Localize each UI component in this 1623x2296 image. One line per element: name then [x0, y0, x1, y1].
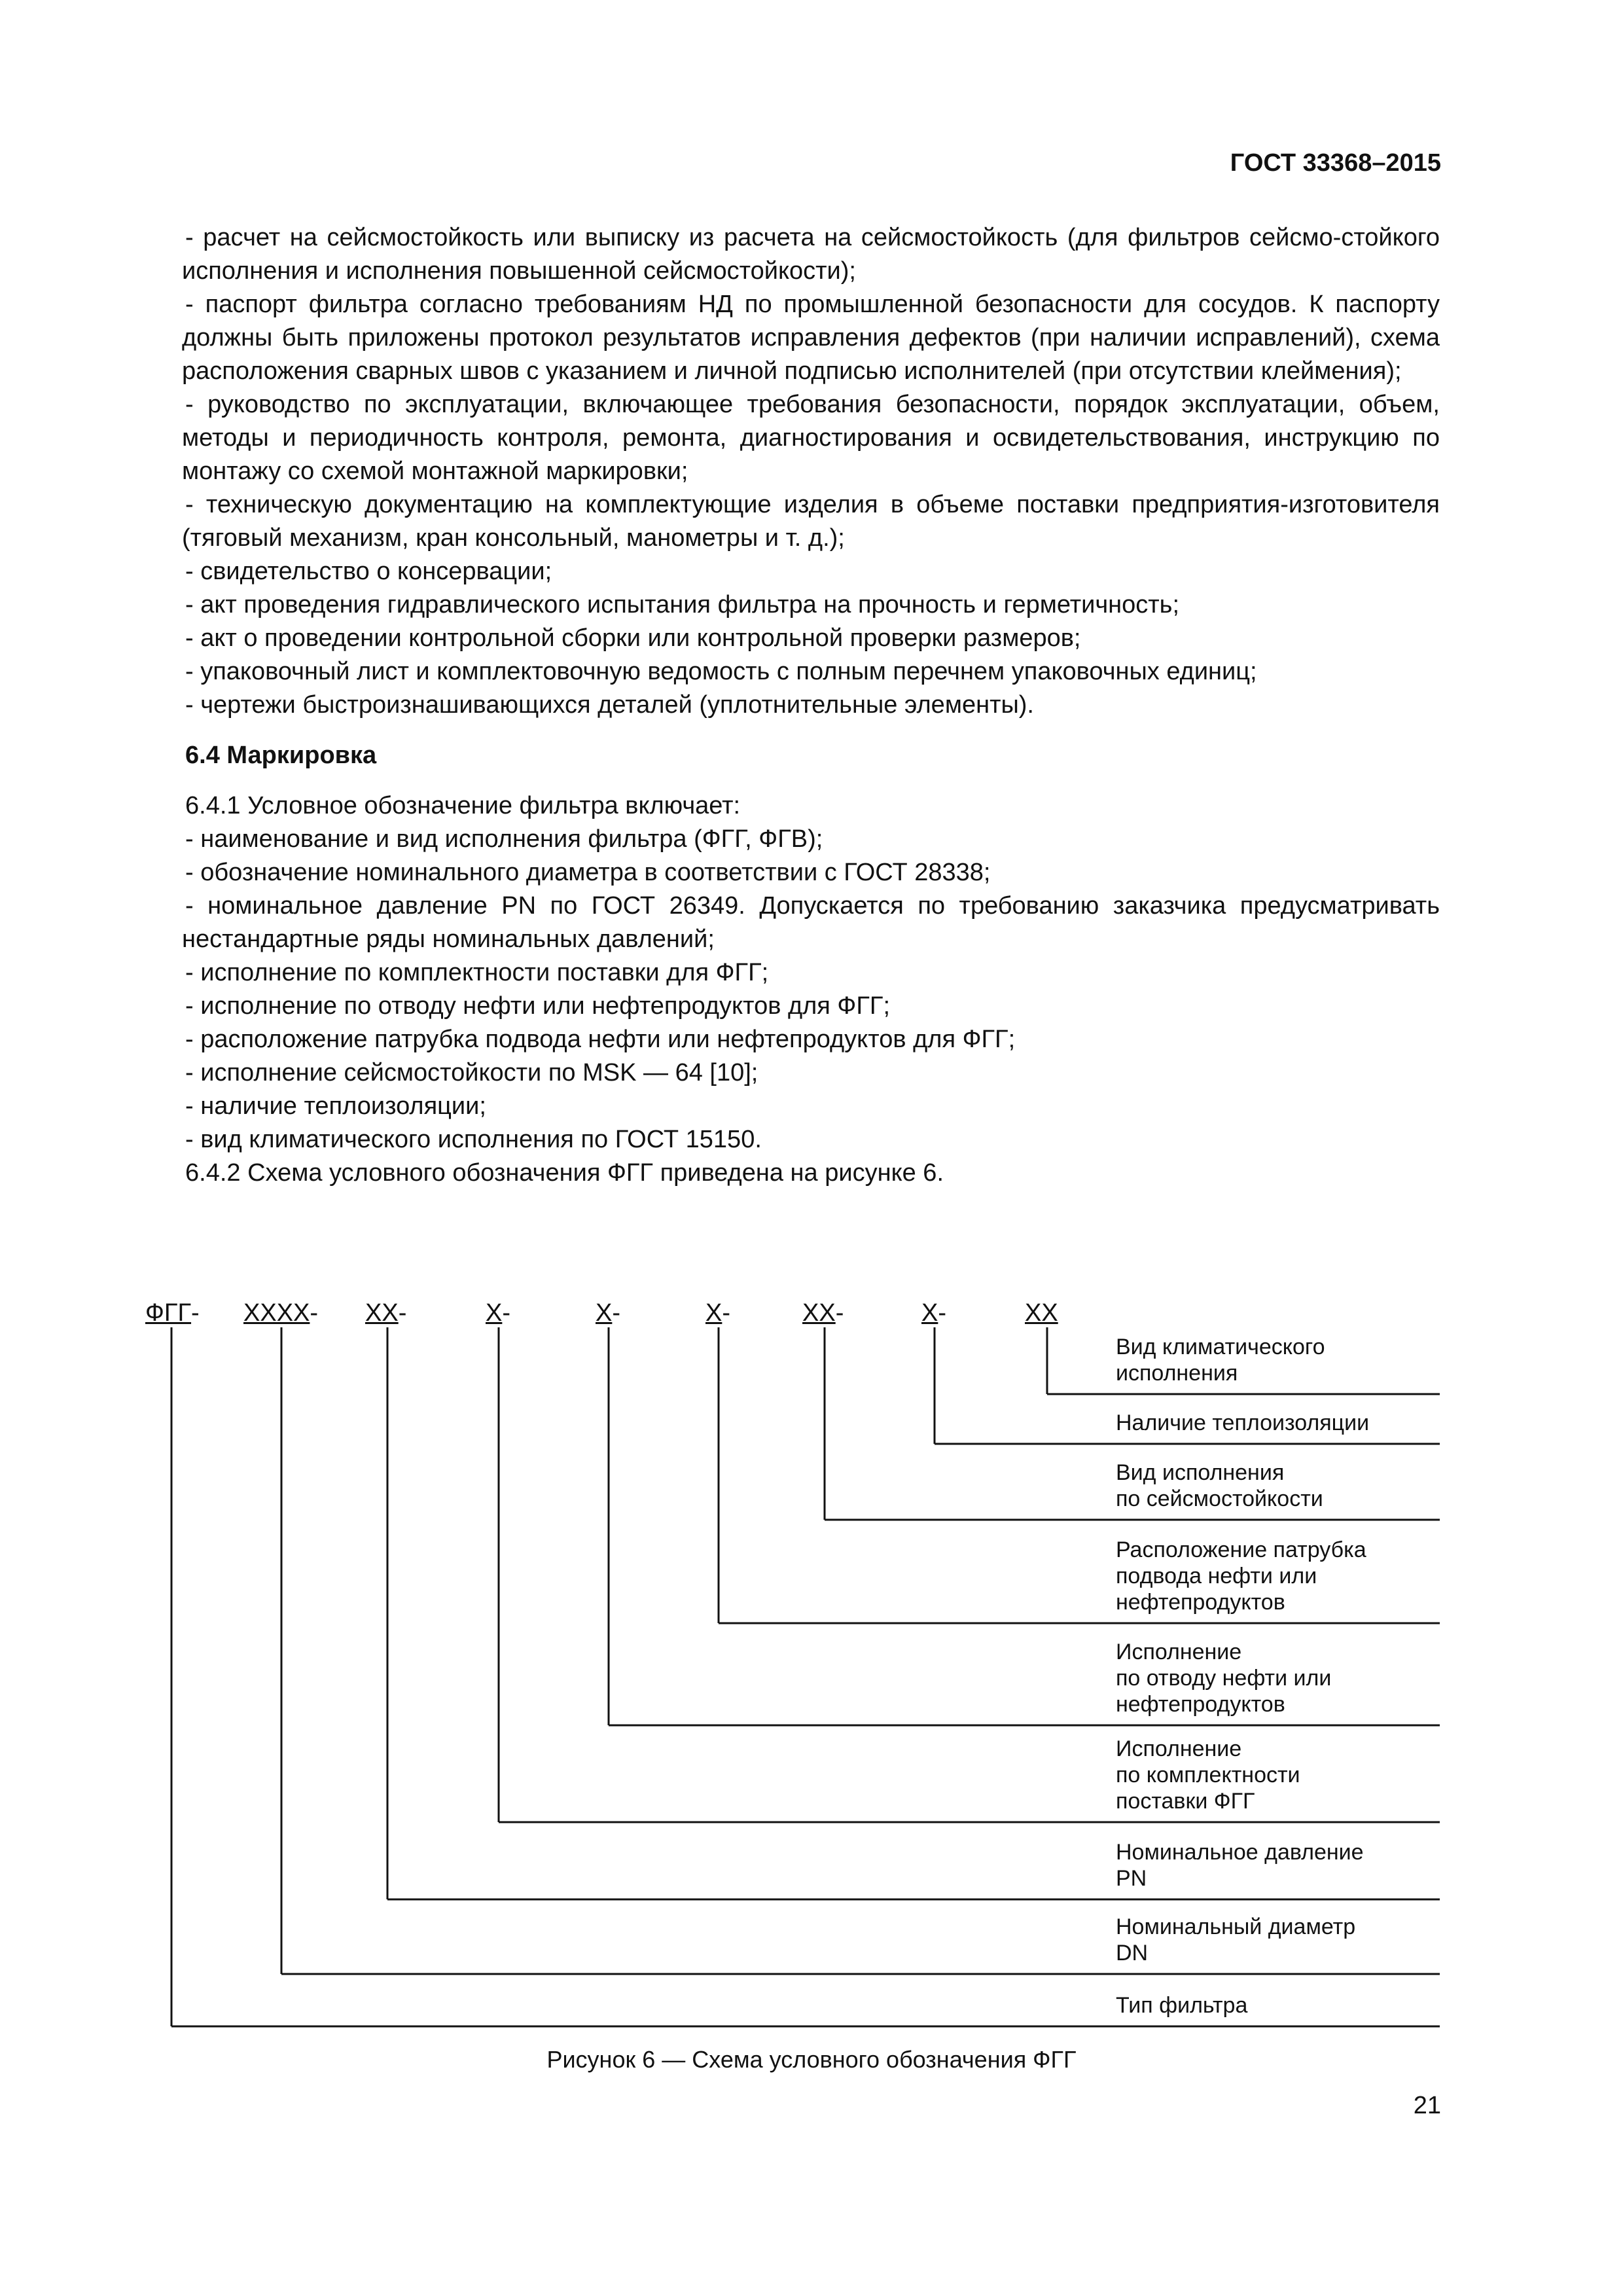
- designation-code: [243, 1299, 318, 1327]
- list-item: - обозначение номинального диаметра в соответствии с ГОСТ 28338;: [185, 859, 991, 886]
- code-text: X: [705, 1299, 722, 1327]
- label-line: Вид климатического: [1116, 1335, 1325, 1359]
- list-item: - упаковочный лист и комплектовочную ведомость с полным перечнем упаковочных единиц;: [185, 658, 1257, 685]
- list-item: - наличие теплоизоляции;: [185, 1092, 486, 1120]
- label-line: по комплектности: [1116, 1763, 1300, 1787]
- list-item: - наименование и вид исполнения фильтра (ФГГ, ФГВ);: [185, 825, 823, 853]
- list-item: - акт о проведении контрольной сборки или контрольной проверки размеров;: [185, 624, 1081, 652]
- designation-label: [1116, 1839, 1364, 1892]
- designation-code: [596, 1299, 620, 1327]
- designation-label: [1116, 1410, 1369, 1436]
- section-heading: 6.4 Маркировка: [185, 742, 377, 769]
- paragraph-6-4-1: 6.4.1 Условное обозначение фильтра включает:: [185, 792, 741, 819]
- label-line: PN: [1116, 1866, 1147, 1891]
- designation-label: [1116, 1736, 1300, 1814]
- code-separator: -: [722, 1299, 731, 1327]
- code-text: XX: [802, 1299, 836, 1327]
- figure-caption: Рисунок 6 — Схема условного обозначения ФГГ: [546, 2046, 1077, 2073]
- code-text: X: [921, 1299, 938, 1327]
- code-text: ФГГ: [145, 1299, 192, 1327]
- label-line: по отводу нефти или: [1116, 1666, 1332, 1691]
- designation-label: [1116, 1992, 1247, 2018]
- designation-diagram: [0, 1296, 1623, 2049]
- paragraph-6-4-2: 6.4.2 Схема условного обозначения ФГГ приведена на рисунке 6.: [185, 1159, 944, 1187]
- list-item: - номинальное давление PN по ГОСТ 26349. Допускается по требованию заказчика предусматривать нестандартные ряды номинальных давлений;: [182, 892, 1440, 953]
- code-separator: -: [938, 1299, 947, 1327]
- list-item: - исполнение по комплектности поставки для ФГГ;: [185, 959, 769, 986]
- label-line: Тип фильтра: [1116, 1993, 1248, 2018]
- list-item: - паспорт фильтра согласно требованиям НД по промышленной безопасности для сосудов. К паспорту должны быть приложены протокол результатов исправления дефектов (при наличии исправлений), схема расположения сварных швов с указанием и личной подписью исполнителей (при отсутствии клеймения);: [182, 291, 1440, 385]
- designation-code: [486, 1299, 510, 1327]
- label-line: исполнения: [1116, 1361, 1238, 1386]
- code-text: X: [486, 1299, 503, 1327]
- designation-label: [1116, 1639, 1331, 1717]
- list-item: - исполнение сейсмостойкости по MSK — 64 [10];: [185, 1059, 758, 1086]
- designation-code: [145, 1299, 200, 1327]
- code-text: XX: [365, 1299, 399, 1327]
- label-line: Номинальное давление: [1116, 1840, 1364, 1865]
- label-line: Исполнение: [1116, 1640, 1242, 1664]
- label-line: Исполнение: [1116, 1736, 1242, 1761]
- page-number: 21: [1413, 2092, 1441, 2119]
- code-separator: -: [310, 1299, 319, 1327]
- designation-code: [921, 1299, 946, 1327]
- designation-code: [1025, 1299, 1058, 1327]
- label-line: Наличие теплоизоляции: [1116, 1410, 1370, 1435]
- list-item: - акт проведения гидравлического испытания фильтра на прочность и герметичность;: [185, 591, 1180, 619]
- list-item: - руководство по эксплуатации, включающее требования безопасности, порядок эксплуатации, объем, методы и периодичность контроля, ремонта, диагностирования и освидетельствования, инструкцию по монтажу со схемой монтажной маркировки;: [182, 391, 1440, 485]
- list-item: - техническую документацию на комплектующие изделия в объеме поставки предприятия-изготовителя (тяговый механизм, кран консольный, манометры и т. д.);: [182, 491, 1440, 552]
- label-line: подвода нефти или: [1116, 1564, 1317, 1588]
- label-line: Расположение патрубка: [1116, 1537, 1366, 1562]
- label-line: DN: [1116, 1941, 1149, 1965]
- code-separator: -: [835, 1299, 844, 1327]
- code-text: X: [596, 1299, 613, 1327]
- code-separator: -: [191, 1299, 200, 1327]
- code-separator: -: [398, 1299, 407, 1327]
- label-line: по сейсмостойкости: [1116, 1486, 1323, 1511]
- designation-label: [1116, 1334, 1325, 1386]
- designation-label: [1116, 1460, 1323, 1512]
- designation-code: [365, 1299, 406, 1327]
- code-text: XXXX: [243, 1299, 310, 1327]
- list-item: - расположение патрубка подвода нефти или нефтепродуктов для ФГГ;: [185, 1026, 1016, 1053]
- designation-code: [705, 1299, 730, 1327]
- label-line: нефтепродуктов: [1116, 1692, 1285, 1717]
- label-line: Вид исполнения: [1116, 1460, 1285, 1485]
- label-line: Номинальный диаметр: [1116, 1914, 1356, 1939]
- code-separator: -: [502, 1299, 511, 1327]
- designation-label: [1116, 1914, 1355, 1966]
- code-separator: -: [612, 1299, 621, 1327]
- label-line: нефтепродуктов: [1116, 1590, 1285, 1615]
- list-item: - чертежи быстроизнашивающихся деталей (уплотнительные элементы).: [185, 691, 1034, 719]
- document-code: ГОСТ 33368–2015: [1230, 149, 1441, 177]
- figure-6: [0, 1296, 1623, 2049]
- list-item: - расчет на сейсмостойкость или выписку из расчета на сейсмостойкость (для фильтров сейсмо-стойкого исполнения и исполнения повышенной сейсмостойкости);: [182, 224, 1440, 285]
- label-line: поставки ФГГ: [1116, 1789, 1255, 1814]
- designation-label: [1116, 1537, 1366, 1615]
- text-blocks: [182, 221, 1440, 1190]
- list-item: - исполнение по отводу нефти или нефтепродуктов для ФГГ;: [185, 992, 891, 1020]
- list-item: - вид климатического исполнения по ГОСТ 15150.: [185, 1126, 762, 1153]
- code-text: XX: [1025, 1299, 1058, 1327]
- designation-code: [802, 1299, 844, 1327]
- list-item: - свидетельство о консервации;: [185, 558, 552, 585]
